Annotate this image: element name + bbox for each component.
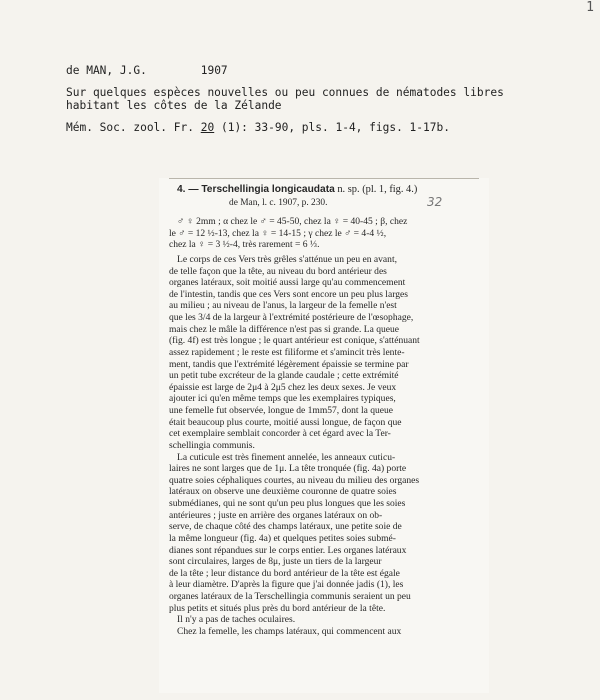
- citation-title-line: habitant les côtes de la Zélande: [66, 99, 282, 112]
- paragraph-eyes: [169, 614, 481, 626]
- clipping-body: [169, 216, 481, 638]
- text-line: sont circulaires, larges de 8μ, juste un tiers de la largeur: [169, 556, 382, 568]
- text-line: organes latéraux de la Terschellingia communis seraient un peu: [169, 591, 411, 602]
- text-line: submédianes, qui ne sont qu'un peu plus longues que les soies: [169, 498, 406, 509]
- text-line: que les 3/4 de la largeur à l'extrémité postérieure de l'œsophage,: [169, 312, 414, 323]
- text-line: mais chez le mâle la différence n'est pas si grande. La queue: [169, 323, 400, 335]
- text-line: de la tête ; leur distance du bord antérieur de la tête est égale: [169, 567, 400, 579]
- text-line: organes latéraux, soit moitié aussi large qu'au commencement: [169, 277, 406, 289]
- text-line: cet exemplaire semblait concorder à cet égard avec la Ter-: [169, 428, 391, 440]
- citation-author: de MAN, J.G.: [66, 64, 147, 77]
- species-heading-suffix: n. sp. (pl. 1, fig. 4.): [334, 184, 418, 195]
- typed-citation: [66, 64, 586, 134]
- text-line: un petit tube excréteur de la glande caudale ; cette extrémité: [169, 370, 399, 382]
- text-line: Il n'y a pas de taches oculaires.: [177, 614, 296, 626]
- corner-mark: 1: [586, 0, 594, 15]
- citation-volume: 20: [200, 120, 215, 134]
- text-line: quatre soies céphaliques courtes, au niveau du milieu des organes: [169, 474, 420, 486]
- paragraph-body-shape: [169, 254, 481, 452]
- species-name: 4. — Terschellingia longicaudata: [177, 184, 335, 195]
- handwritten-number: 32: [427, 195, 443, 209]
- pasted-clipping: [159, 178, 489, 693]
- citation-details: (1): 33-90, pls. 1-4, figs. 1-17b.: [220, 120, 450, 134]
- text-line: assez rapidement ; le reste est filiforme et s'amincit très lente-: [169, 346, 405, 358]
- citation-journal: Mém. Soc. zool. Fr.: [66, 120, 194, 134]
- text-line: antérieures ; juste en arrière des organes latéraux on ob-: [169, 509, 383, 521]
- citation-reference: [66, 121, 586, 135]
- text-line: ment, tandis que l'extrémité légèrement épaissie se termine par: [169, 358, 409, 370]
- sub-citation: de Man, l. c. 1907, p. 230.: [229, 198, 328, 208]
- text-line: était beaucoup plus courte, moitié aussi longue, de façon que: [169, 416, 402, 428]
- paragraph-cuticle: [169, 452, 481, 615]
- text-line: ajouter ici qu'en même temps que les exemplaires typiques,: [169, 393, 396, 405]
- citation-title: [66, 86, 586, 113]
- text-line: schellingia communis.: [169, 439, 255, 451]
- text-line: dianes sont répandues sur le corps entier. Les organes latéraux: [169, 544, 407, 556]
- text-line: au milieu ; au niveau de l'anus, la largeur de la femelle n'est: [169, 300, 397, 312]
- text-line: (fig. 4f) est très longue ; le quart antérieur est conique, s'atténuant: [169, 335, 420, 347]
- text-line: chez la ♀ = 3 ½-4, très rarement = 6 ⅓.: [169, 239, 320, 251]
- text-line: épaissie est large de 2μ4 à 2μ5 chez les deux sexes. Je veux: [169, 381, 397, 393]
- clipping-top-rule: [169, 178, 479, 179]
- text-line: Le corps de ces Vers très grêles s'atténue un peu en avant,: [177, 253, 397, 265]
- text-line: ♂ ♀ 2mm ; α chez le ♂ = 45-50, chez la ♀ = 40-45 ; β, chez: [177, 216, 408, 227]
- text-line: la même longueur (fig. 4a) et quelques petites soies submé-: [169, 532, 396, 544]
- text-line: laires ne sont larges que de 1μ. La tête tronquée (fig. 4a) porte: [169, 463, 407, 475]
- paragraph-measurements: [169, 216, 481, 251]
- text-line: une femelle fut observée, longue de 1mm57, dont la queue: [169, 405, 394, 416]
- text-line: le ♂ = 12 ½-13, chez la ♀ = 14-15 ; γ chez le ♂ = 4-4 ½,: [169, 227, 387, 239]
- text-line: Chez la femelle, les champs latéraux, qui commencent aux: [177, 625, 402, 637]
- citation-year: 1907: [200, 64, 228, 77]
- text-line: de l'intestin, tandis que ces Vers sont encore un peu plus larges: [169, 288, 408, 300]
- text-line: latéraux on observe une deuxième couronne de quatre soies: [169, 486, 397, 498]
- text-line: à leur diamètre. D'après la figure que j'ai donnée jadis (1), les: [169, 579, 404, 591]
- text-line: plus petits et situés plus près du bord antérieur de la tête.: [169, 602, 386, 614]
- text-line: de telle façon que la tête, au niveau du bord antérieur des: [169, 265, 387, 277]
- text-line: La cuticule est très finement annelée, les anneaux cuticu-: [177, 451, 396, 463]
- citation-author-line: [66, 64, 586, 78]
- text-line: serve, de chaque côté des champs latéraux, une petite soie de: [169, 521, 402, 533]
- paragraph-female: [169, 626, 481, 638]
- citation-title-line: Sur quelques espèces nouvelles ou peu connues de nématodes libres: [66, 85, 504, 99]
